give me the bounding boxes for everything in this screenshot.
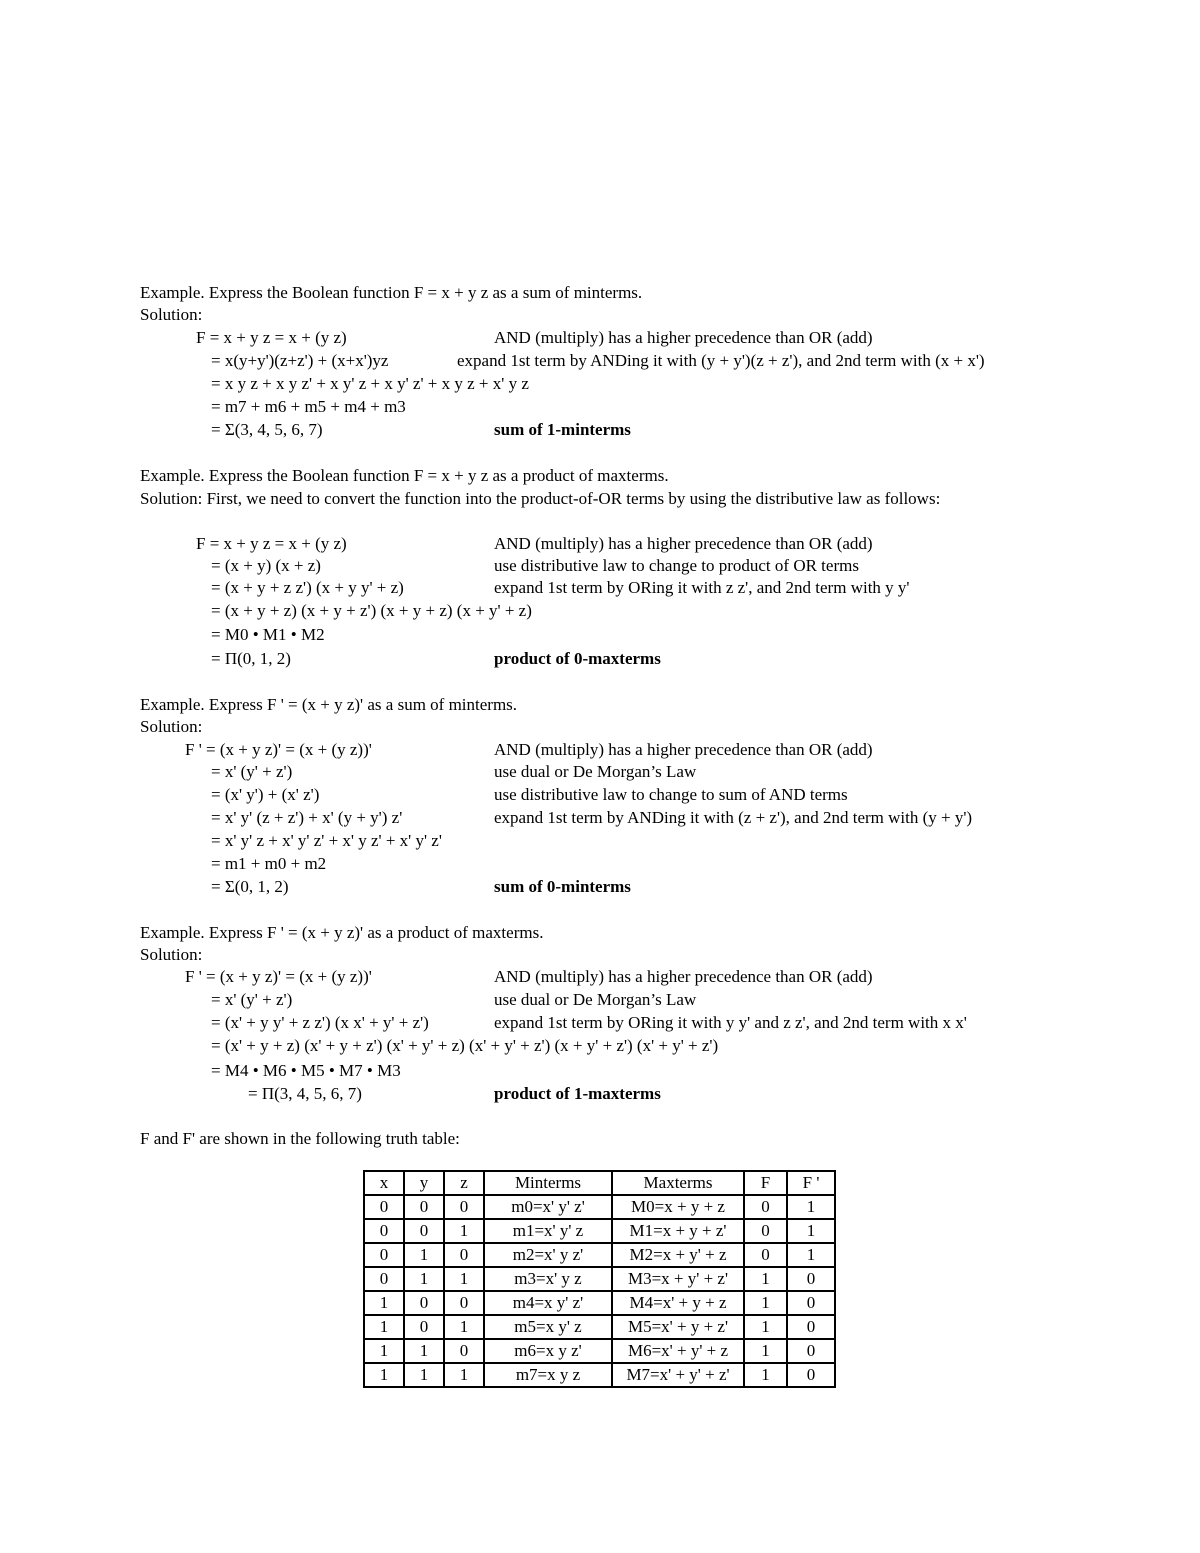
ex2-expr-0: F = x + y z = x + (y z) <box>196 534 347 553</box>
cell-f-prime: 0 <box>787 1339 835 1363</box>
cell-minterm: m2=x' y z' <box>484 1243 612 1267</box>
ex2-note-2: expand 1st term by ORing it with z z', and 2nd term with y y' <box>494 578 910 597</box>
table-row <box>364 1315 835 1339</box>
cell-maxterm: M4=x' + y + z <box>612 1291 744 1315</box>
header-maxterms: Maxterms <box>612 1171 744 1195</box>
ex4-expr-1: = x' (y' + z') <box>211 990 293 1009</box>
ex1-note-0: AND (multiply) has a higher precedence than OR (add) <box>494 328 873 347</box>
cell-z: 0 <box>444 1243 484 1267</box>
ex4-expr-2: = (x' + y y' + z z') (x x' + y' + z') <box>211 1013 429 1032</box>
truth-table <box>363 1170 836 1388</box>
cell-f-prime: 0 <box>787 1291 835 1315</box>
cell-f-prime: 0 <box>787 1363 835 1387</box>
ex1-expr-4: = Σ(3, 4, 5, 6, 7) <box>211 420 323 439</box>
ex3-title: Example. Express F ' = (x + y z)' as a sum of minterms. <box>140 695 518 714</box>
cell-f: 1 <box>744 1291 787 1315</box>
cell-f: 1 <box>744 1315 787 1339</box>
cell-f-prime: 1 <box>787 1195 835 1219</box>
cell-f: 0 <box>744 1243 787 1267</box>
cell-y: 1 <box>404 1243 444 1267</box>
header-f: F <box>744 1171 787 1195</box>
ex3-expr-2: = (x' y') + (x' z') <box>211 785 320 804</box>
cell-f: 1 <box>744 1363 787 1387</box>
cell-z: 1 <box>444 1219 484 1243</box>
cell-z: 0 <box>444 1291 484 1315</box>
header-y: y <box>404 1171 444 1195</box>
cell-x: 1 <box>364 1363 404 1387</box>
header-minterms: Minterms <box>484 1171 612 1195</box>
cell-y: 0 <box>404 1195 444 1219</box>
ex2-solution-label: Solution: First, we need to convert the function into the product-of-OR terms by using the distributive law as follows: <box>140 489 941 508</box>
ex3-expr-3: = x' y' (z + z') + x' (y + y') z' <box>211 808 403 827</box>
cell-z: 0 <box>444 1339 484 1363</box>
cell-maxterm: M6=x' + y' + z <box>612 1339 744 1363</box>
cell-minterm: m0=x' y' z' <box>484 1195 612 1219</box>
ex1-expr-1: = x(y+y')(z+z') + (x+x')yz <box>211 351 389 370</box>
cell-z: 1 <box>444 1315 484 1339</box>
cell-maxterm: M5=x' + y + z' <box>612 1315 744 1339</box>
cell-minterm: m5=x y' z <box>484 1315 612 1339</box>
cell-x: 0 <box>364 1219 404 1243</box>
table-row <box>364 1243 835 1267</box>
cell-maxterm: M2=x + y' + z <box>612 1243 744 1267</box>
ex2-expr-1: = (x + y) (x + z) <box>211 556 321 575</box>
ex4-note-5: product of 1-maxterms <box>494 1084 661 1103</box>
ex2-expr-2: = (x + y + z z') (x + y y' + z) <box>211 578 404 597</box>
ex1-expr-3: = m7 + m6 + m5 + m4 + m3 <box>211 397 406 416</box>
cell-maxterm: M0=x + y + z <box>612 1195 744 1219</box>
cell-f-prime: 0 <box>787 1267 835 1291</box>
ex2-note-1: use distributive law to change to product of OR terms <box>494 556 859 575</box>
cell-y: 0 <box>404 1219 444 1243</box>
table-row <box>364 1291 835 1315</box>
cell-y: 1 <box>404 1267 444 1291</box>
cell-y: 1 <box>404 1363 444 1387</box>
table-row <box>364 1363 835 1387</box>
cell-f: 0 <box>744 1195 787 1219</box>
ex2-expr-5: = Π(0, 1, 2) <box>211 649 291 668</box>
cell-x: 1 <box>364 1315 404 1339</box>
ex3-note-3: expand 1st term by ANDing it with (z + z'), and 2nd term with (y + y') <box>494 808 973 827</box>
cell-f: 1 <box>744 1267 787 1291</box>
ex1-solution-label: Solution: <box>140 305 203 324</box>
ex2-expr-4: = M0 • M1 • M2 <box>211 625 325 644</box>
cell-maxterm: M1=x + y + z' <box>612 1219 744 1243</box>
ex3-expr-1: = x' (y' + z') <box>211 762 293 781</box>
cell-minterm: m7=x y z <box>484 1363 612 1387</box>
table-row <box>364 1339 835 1363</box>
ex3-note-0: AND (multiply) has a higher precedence than OR (add) <box>494 740 873 759</box>
ex4-note-1: use dual or De Morgan’s Law <box>494 990 697 1009</box>
ex1-note-1: expand 1st term by ANDing it with (y + y')(z + z'), and 2nd term with (x + x') <box>457 351 985 370</box>
ex4-title: Example. Express F ' = (x + y z)' as a product of maxterms. <box>140 923 544 942</box>
ex4-expr-0: F ' = (x + y z)' = (x + (y z))' <box>185 967 372 986</box>
cell-z: 1 <box>444 1267 484 1291</box>
cell-x: 0 <box>364 1267 404 1291</box>
cell-f-prime: 0 <box>787 1315 835 1339</box>
cell-f: 1 <box>744 1339 787 1363</box>
ex1-note-4: sum of 1-minterms <box>494 420 631 439</box>
cell-minterm: m3=x' y z <box>484 1267 612 1291</box>
cell-minterm: m4=x y' z' <box>484 1291 612 1315</box>
ex3-expr-0: F ' = (x + y z)' = (x + (y z))' <box>185 740 372 759</box>
ex4-expr-5: = Π(3, 4, 5, 6, 7) <box>248 1084 362 1103</box>
ex3-solution-label: Solution: <box>140 717 203 736</box>
cell-z: 0 <box>444 1195 484 1219</box>
cell-maxterm: M3=x + y' + z' <box>612 1267 744 1291</box>
ex2-title: Example. Express the Boolean function F = x + y z as a product of maxterms. <box>140 466 669 485</box>
ex4-expr-3: = (x' + y + z) (x' + y + z') (x' + y' + z) (x' + y' + z') (x + y' + z') (x' + y' + z') <box>211 1036 719 1055</box>
ex3-expr-4: = x' y' z + x' y' z' + x' y z' + x' y' z' <box>211 831 442 850</box>
ex3-note-2: use distributive law to change to sum of AND terms <box>494 785 848 804</box>
cell-f-prime: 1 <box>787 1243 835 1267</box>
table-row <box>364 1219 835 1243</box>
cell-x: 0 <box>364 1195 404 1219</box>
table-intro: F and F' are shown in the following truth table: <box>140 1129 460 1148</box>
table-row <box>364 1195 835 1219</box>
cell-y: 0 <box>404 1315 444 1339</box>
ex4-note-2: expand 1st term by ORing it with y y' and z z', and 2nd term with x x' <box>494 1013 967 1032</box>
ex2-expr-3: = (x + y + z) (x + y + z') (x + y + z) (x + y' + z) <box>211 601 532 620</box>
cell-minterm: m6=x y z' <box>484 1339 612 1363</box>
ex1-expr-2: = x y z + x y z' + x y' z + x y' z' + x y z + x' y z <box>211 374 529 393</box>
ex3-note-1: use dual or De Morgan’s Law <box>494 762 697 781</box>
ex1-title: Example. Express the Boolean function F = x + y z as a sum of minterms. <box>140 283 643 302</box>
cell-z: 1 <box>444 1363 484 1387</box>
truth-table-header-row <box>364 1171 835 1195</box>
ex1-expr-0: F = x + y z = x + (y z) <box>196 328 347 347</box>
cell-x: 0 <box>364 1243 404 1267</box>
header-z: z <box>444 1171 484 1195</box>
ex3-expr-5: = m1 + m0 + m2 <box>211 854 327 873</box>
cell-y: 0 <box>404 1291 444 1315</box>
cell-maxterm: M7=x' + y' + z' <box>612 1363 744 1387</box>
cell-f-prime: 1 <box>787 1219 835 1243</box>
cell-x: 1 <box>364 1291 404 1315</box>
ex2-note-5: product of 0-maxterms <box>494 649 661 668</box>
cell-x: 1 <box>364 1339 404 1363</box>
ex4-solution-label: Solution: <box>140 945 203 964</box>
table-row <box>364 1267 835 1291</box>
ex3-expr-6: = Σ(0, 1, 2) <box>211 877 289 896</box>
cell-f: 0 <box>744 1219 787 1243</box>
cell-y: 1 <box>404 1339 444 1363</box>
ex3-note-6: sum of 0-minterms <box>494 877 631 896</box>
cell-minterm: m1=x' y' z <box>484 1219 612 1243</box>
ex2-note-0: AND (multiply) has a higher precedence than OR (add) <box>494 534 873 553</box>
header-x: x <box>364 1171 404 1195</box>
ex4-expr-4: = M4 • M6 • M5 • M7 • M3 <box>211 1061 401 1080</box>
ex4-note-0: AND (multiply) has a higher precedence than OR (add) <box>494 967 873 986</box>
header-f-prime: F ' <box>787 1171 835 1195</box>
